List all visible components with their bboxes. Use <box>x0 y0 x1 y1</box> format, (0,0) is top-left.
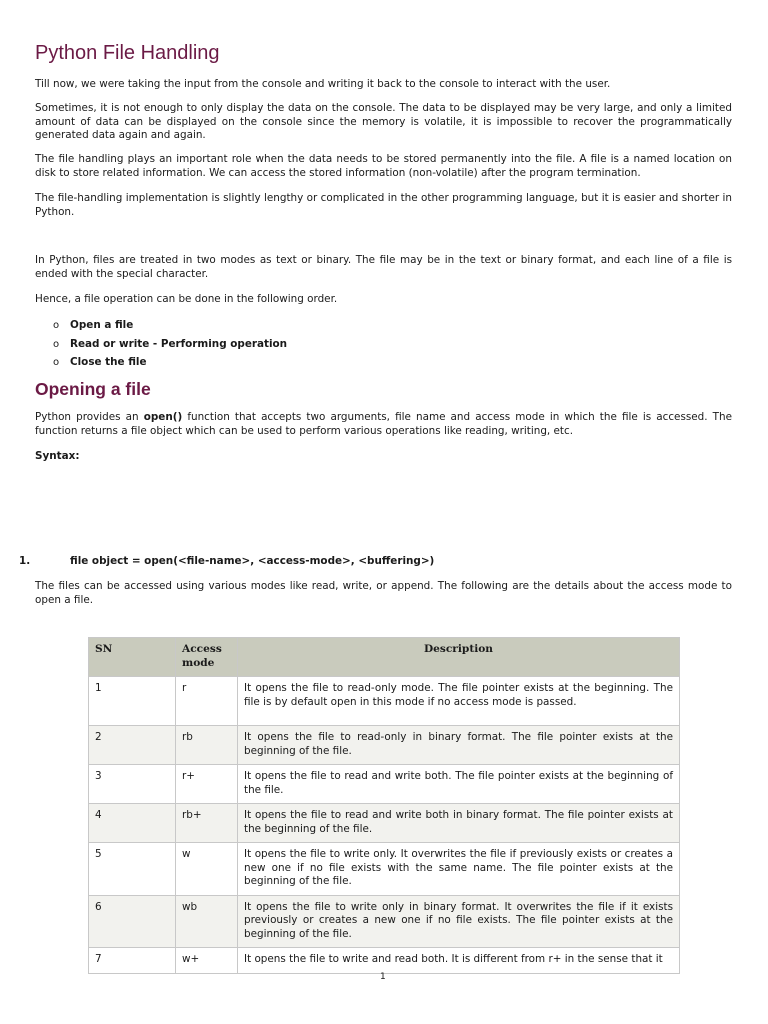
list-item-label: Read or write - Performing operation <box>70 337 288 350</box>
code-line-number: 1. <box>19 555 31 567</box>
cell-sn: 6 <box>89 895 176 948</box>
paragraph-modes: In Python, files are treated in two modes as text or binary. The file may be in the text or binary format, and each line of a file is ended with the special character. <box>35 254 732 280</box>
cell-mode: r <box>176 677 238 726</box>
list-item-label: Close the file <box>70 356 147 368</box>
paragraph-file-role: The file handling plays an important role when the data needs to be stored permanently into the file. A file is a named location on disk to store related information. We can access the stored information (non-volatile) after the program termination. <box>35 153 732 179</box>
text-span: function that accepts two arguments, file name and access mode in which the file is accessed. The function returns a file object which can be used to perform various operations like reading, writing, etc. <box>35 411 732 437</box>
list-item <box>35 338 287 357</box>
cell-description: It opens the file to read-only mode. The file pointer exists at the beginning. The file is by default open in this mode if no access mode is passed. <box>238 677 680 726</box>
table-row <box>89 895 680 948</box>
cell-description: It opens the file to read and write both in binary format. The file pointer exists at the beginning of the file. <box>238 804 680 843</box>
code-line: file object = open(<file-name>, <access-mode>, <buffering>) <box>70 555 435 567</box>
cell-sn: 3 <box>89 765 176 804</box>
paragraph-implementation: The file-handling implementation is slightly lengthy or complicated in the other programming language, but it is easier and shorter in Python. <box>35 192 732 218</box>
cell-mode: w+ <box>176 948 238 974</box>
header-description: Description <box>238 638 680 677</box>
paragraph-intro: Till now, we were taking the input from the console and writing it back to the console to interact with the user. <box>35 78 611 90</box>
list-item-label: Open a file <box>70 319 134 331</box>
cell-description: It opens the file to read-only in binary format. The file pointer exists at the beginning of the file. <box>238 726 680 765</box>
table-row <box>89 843 680 896</box>
cell-mode: rb <box>176 726 238 765</box>
header-access-mode: Access mode <box>176 638 238 677</box>
cell-description: It opens the file to write only in binary format. It overwrites the file if it exists previously or creates a new one if no file exists. The file pointer exists at the beginning of the file. <box>238 895 680 948</box>
cell-sn: 1 <box>89 677 176 726</box>
bullet-marker: o <box>53 338 60 350</box>
paragraph-console-limits: Sometimes, it is not enough to only display the data on the console. The data to be displayed may be very large, and only a limited amount of data can be displayed on the console since the memory is volatile, it is impossible to recover the programmatically generated data again and again. <box>35 102 732 141</box>
table-row <box>89 677 680 726</box>
paragraph-open-function <box>35 411 732 438</box>
cell-mode: rb+ <box>176 804 238 843</box>
cell-mode: w <box>176 843 238 896</box>
syntax-label: Syntax: <box>35 450 80 462</box>
cell-sn: 7 <box>89 948 176 974</box>
table-row <box>89 765 680 804</box>
header-sn: SN <box>89 638 176 677</box>
bullet-marker: o <box>53 320 60 331</box>
list-item <box>35 356 287 375</box>
cell-description: It opens the file to read and write both. The file pointer exists at the beginning of the file. <box>238 765 680 804</box>
operation-steps-list <box>35 319 287 375</box>
cell-description: It opens the file to write and read both. It is different from r+ in the sense that it <box>238 948 680 974</box>
section-heading: Opening a file <box>35 379 151 399</box>
table-row <box>89 948 680 974</box>
table-header-row <box>89 638 680 677</box>
bullet-marker: o <box>53 357 60 368</box>
list-item <box>35 319 287 338</box>
paragraph-order: Hence, a file operation can be done in the following order. <box>35 293 338 305</box>
page-title: Python File Handling <box>35 42 220 64</box>
access-mode-table <box>88 637 680 974</box>
cell-sn: 5 <box>89 843 176 896</box>
text-span: Python provides an <box>35 411 144 423</box>
cell-mode: wb <box>176 895 238 948</box>
paragraph-access-modes: The files can be accessed using various modes like read, write, or append. The following are the details about the access mode to open a file. <box>35 580 732 606</box>
table-row <box>89 804 680 843</box>
cell-sn: 4 <box>89 804 176 843</box>
table-row <box>89 726 680 765</box>
inline-code: open() <box>143 411 183 423</box>
cell-description: It opens the file to write only. It overwrites the file if previously exists or creates a new one if no file exists with the same name. The file pointer exists at the beginning of the file. <box>238 843 680 896</box>
cell-sn: 2 <box>89 726 176 765</box>
page-number: 1 <box>380 972 386 982</box>
cell-mode: r+ <box>176 765 238 804</box>
